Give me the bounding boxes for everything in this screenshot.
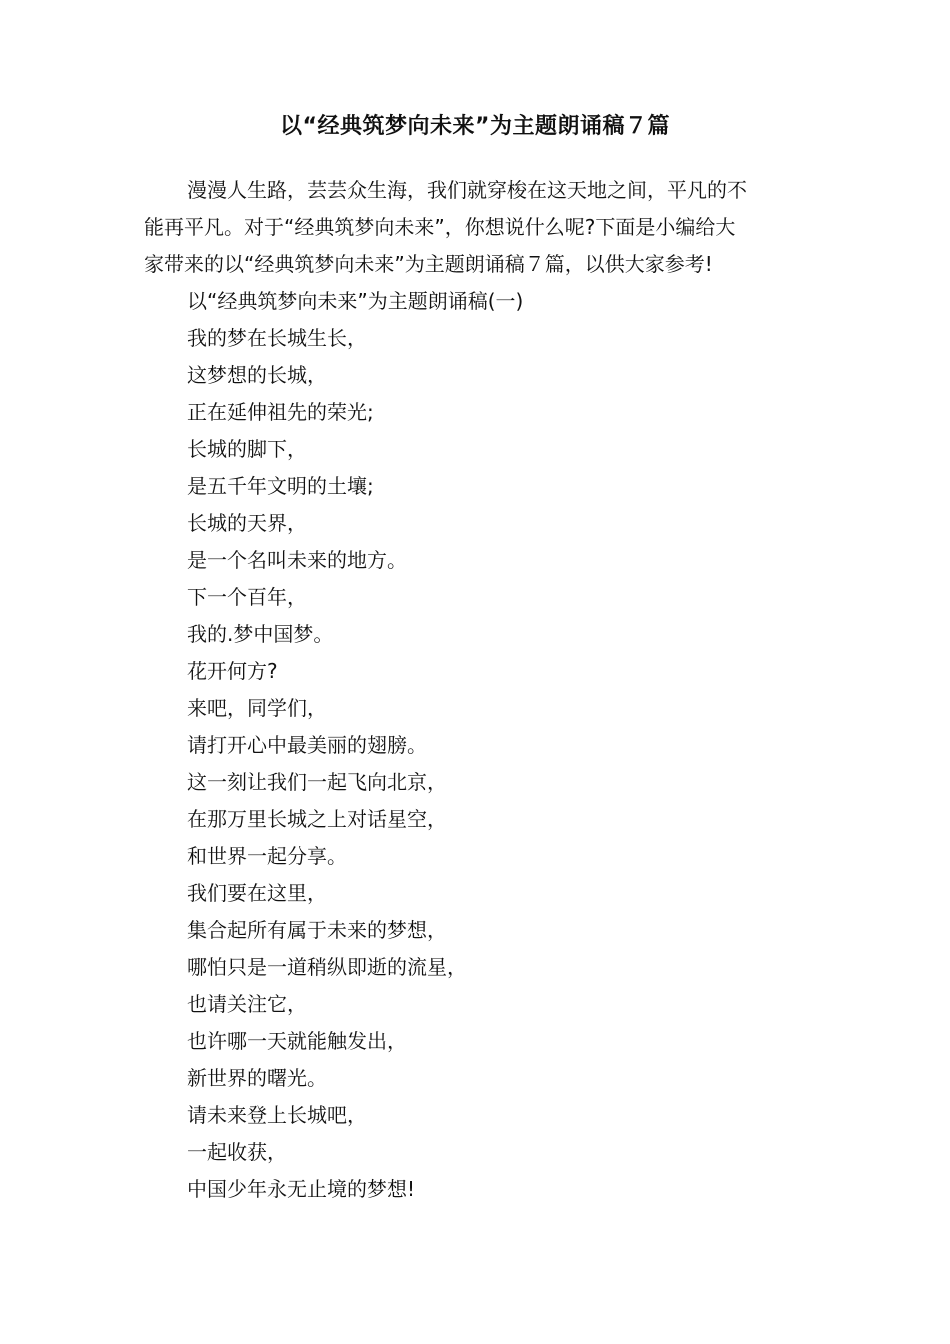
- poem-line: 正在延伸祖先的荣光;: [187, 400, 374, 424]
- poem-line: 花开何方?: [187, 659, 278, 683]
- poem-line: 也请关注它，: [187, 992, 307, 1016]
- poem-line: 长城的脚下，: [187, 437, 307, 461]
- poem-line: 也许哪一天就能触发出，: [187, 1029, 407, 1053]
- intro-paragraph: [144, 172, 814, 283]
- poem-line: 请打开心中最美丽的翅膀。: [187, 733, 427, 757]
- poem-line: 新世界的曙光。: [187, 1066, 327, 1090]
- poem-line: 中国少年永无止境的梦想!: [187, 1177, 416, 1201]
- intro-line: 家带来的以“经典筑梦向未来”为主题朗诵稿７篇，以供大家参考!: [144, 252, 713, 276]
- poem-line: 我的梦在长城生长，: [187, 326, 367, 350]
- poem-line: 是五千年文明的土壤;: [187, 474, 374, 498]
- poem-line: 在那万里长城之上对话星空，: [187, 807, 447, 831]
- poem-line: 是一个名叫未来的地方。: [187, 548, 407, 572]
- poem-line: 下一个百年，: [187, 585, 307, 609]
- poem-line: 集合起所有属于未来的梦想，: [187, 918, 447, 942]
- poem-line: 一起收获，: [187, 1140, 287, 1164]
- poem-line: 请未来登上长城吧，: [187, 1103, 367, 1127]
- section-heading: 以“经典筑梦向未来”为主题朗诵稿(一): [187, 289, 524, 313]
- poem-line: 我的.梦中国梦。: [187, 622, 334, 646]
- poem-line: 这梦想的长城，: [187, 363, 327, 387]
- poem-line: 来吧，同学们，: [187, 696, 327, 720]
- poem-line: 和世界一起分享。: [187, 844, 347, 868]
- poem-body: [187, 283, 807, 1208]
- poem-line: 哪怕只是一道稍纵即逝的流星，: [187, 955, 467, 979]
- document-title: 以“经典筑梦向未来”为主题朗诵稿７篇: [280, 114, 670, 139]
- intro-line: 能再平凡。对于“经典筑梦向未来”，你想说什么呢?下面是小编给大: [144, 215, 736, 239]
- intro-line: 漫漫人生路，芸芸众生海，我们就穿梭在这天地之间，平凡的不: [187, 178, 747, 202]
- poem-line: 我们要在这里，: [187, 881, 327, 905]
- poem-line: 这一刻让我们一起飞向北京，: [187, 770, 447, 794]
- poem-line: 长城的天界，: [187, 511, 307, 535]
